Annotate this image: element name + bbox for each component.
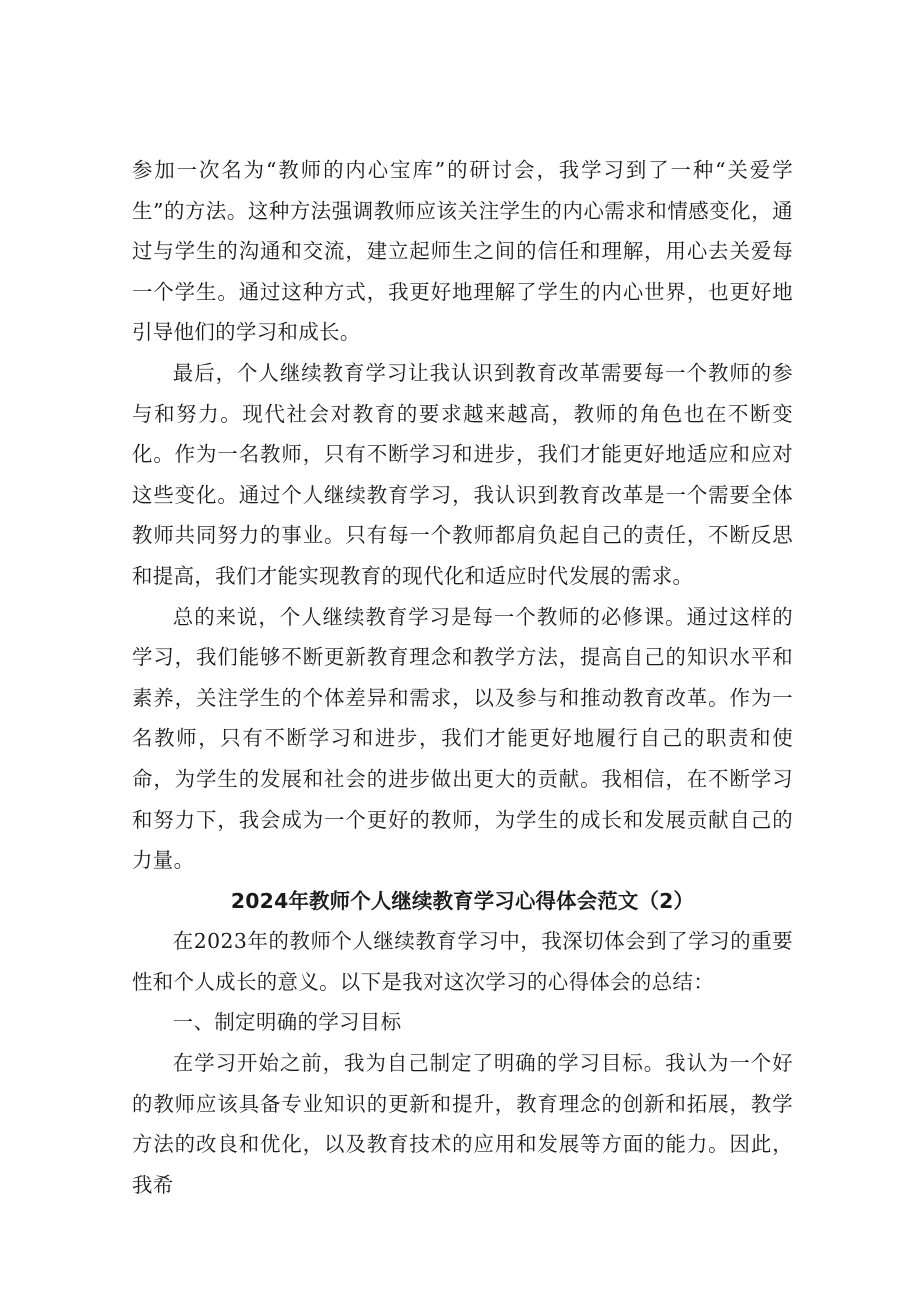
- subheading-learning-goals: 一、制定明确的学习目标: [172, 1010, 402, 1035]
- section-title: 2024年教师个人继续教育学习心得体会范文（2）: [230, 888, 695, 913]
- paragraph-summary: 总的来说，个人继续教育学习是每一个教师的必修课。通过这样的学习，我们能够不断更新教育理念和教学方法，提高自己的知识水平和素养，关注学生的个体差异和需求，以及参与和推动教育改革。作为一名教师，只有不断学习和进步，我们才能更好地履行自己的职责和使命，为学生的发展和社会的进步做出更大的贡献。我相信，在不断学习和努力下，我会成为一个更好的教师，为学生的成长和发展贡献自己的力量。: [132, 604, 793, 873]
- paragraph-caring-method: 参加一次名为“教师的内心宝库”的研讨会，我学习到了一种“关爱学生”的方法。这种方法强调教师应该关注学生的内心需求和情感变化，通过与学生的沟通和交流，建立起师生之间的信任和理解，用心去关爱每一个学生。通过这种方式，我更好地理解了学生的内心世界，也更好地引导他们的学习和成长。: [132, 158, 793, 345]
- paragraph-education-reform: 最后，个人继续教育学习让我认识到教育改革需要每一个教师的参与和努力。现代社会对教育的要求越来越高，教师的角色也在不断变化。作为一名教师，只有不断学习和进步，我们才能更好地适应和应对这些变化。通过个人继续教育学习，我认识到教育改革是一个需要全体教师共同努力的事业。只有每一个教师都肩负起自己的责任，不断反思和提高，我们才能实现教育的现代化和适应时代发展的需求。: [132, 360, 793, 588]
- paragraph-intro: 在2023年的教师个人继续教育学习中，我深切体会到了学习的重要性和个人成长的意义。以下是我对这次学习的心得体会的总结：: [132, 929, 793, 994]
- document-body: [132, 150, 793, 1205]
- paragraph-learning-goals: 在学习开始之前，我为自己制定了明确的学习目标。我认为一个好的教师应该具备专业知识的更新和提升，教育理念的创新和拓展，教学方法的改良和优化，以及教育技术的应用和发展等方面的能力。因此，我希: [132, 1051, 793, 1197]
